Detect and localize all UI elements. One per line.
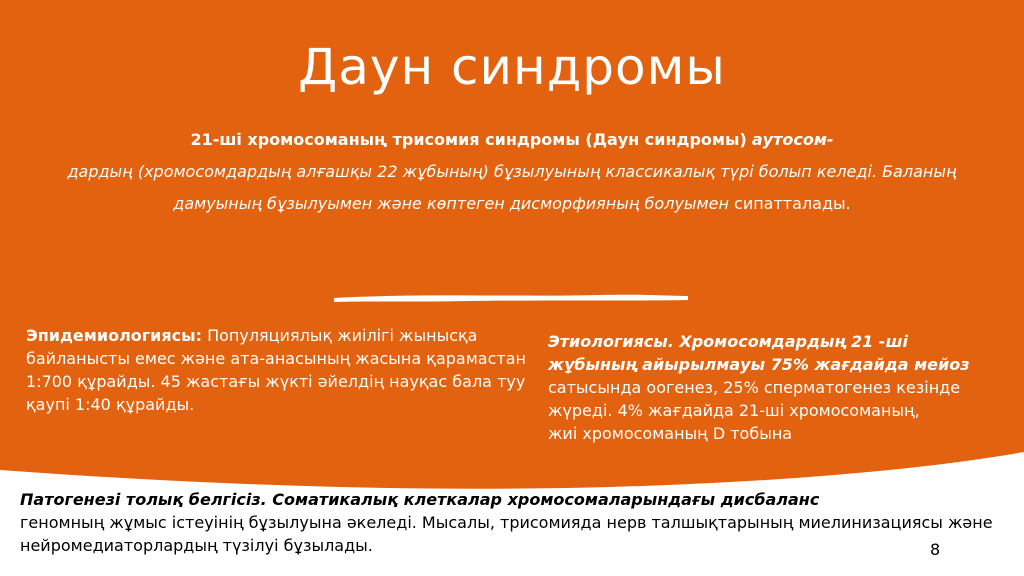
etiology-text-continued: жиі хромосоманың D тобына (548, 424, 793, 443)
intro-paragraph (50, 124, 974, 220)
intro-regular-text: сипатталады. (734, 194, 851, 213)
slide-title: Даун синдромы (298, 38, 726, 96)
epidemiology-paragraph (26, 324, 536, 416)
intro-italic-bold-text: аутосом- (751, 130, 834, 149)
pathogenesis-label: Патогенезі толық белгісіз. Соматикалық клеткалар хромосомаларындағы дисбаланс (20, 490, 820, 509)
epidemiology-text: Популяциялық жиілігі жынысқа байланысты емес және ата-анасының жасына қарамастан 1:700 құрайды. 45 жастағы жүкті әйелдің науқас бала туу қаупі 1:40 құрайды. (26, 326, 526, 414)
pathogenesis-paragraph (20, 488, 1000, 557)
page-number: 8 (930, 540, 941, 559)
etiology-label: Этиологиясы. Хромосомдардың 21 -ші жұбының айырылмауы 75% жағдайда мейоз (548, 332, 970, 374)
etiology-paragraph (548, 330, 988, 445)
intro-italic-text: дардың (хромосомдардың алғашқы 22 жұбының) бұзылуының классикалық түрі болып келеді. Баланың дамуының бұзылуымен және көптеген дисморфияның болуымен (67, 162, 957, 213)
etiology-text: сатысында оогенез, 25% сперматогенез кезінде жүреді. 4% жағдайда 21-ші хромосоманың, (548, 378, 961, 420)
intro-bold-text: 21-ші хромосоманың трисомия синдромы (Даун синдромы) (190, 130, 747, 149)
epidemiology-label: Эпидемиологиясы: (26, 326, 202, 345)
pathogenesis-text: геномның жұмыс істеуінің бұзылуына әкеледі. Мысалы, трисомияда нерв талшықтарының миелинизациясы және нейромедиаторлардың түзілуі бұзылады. (20, 513, 993, 555)
